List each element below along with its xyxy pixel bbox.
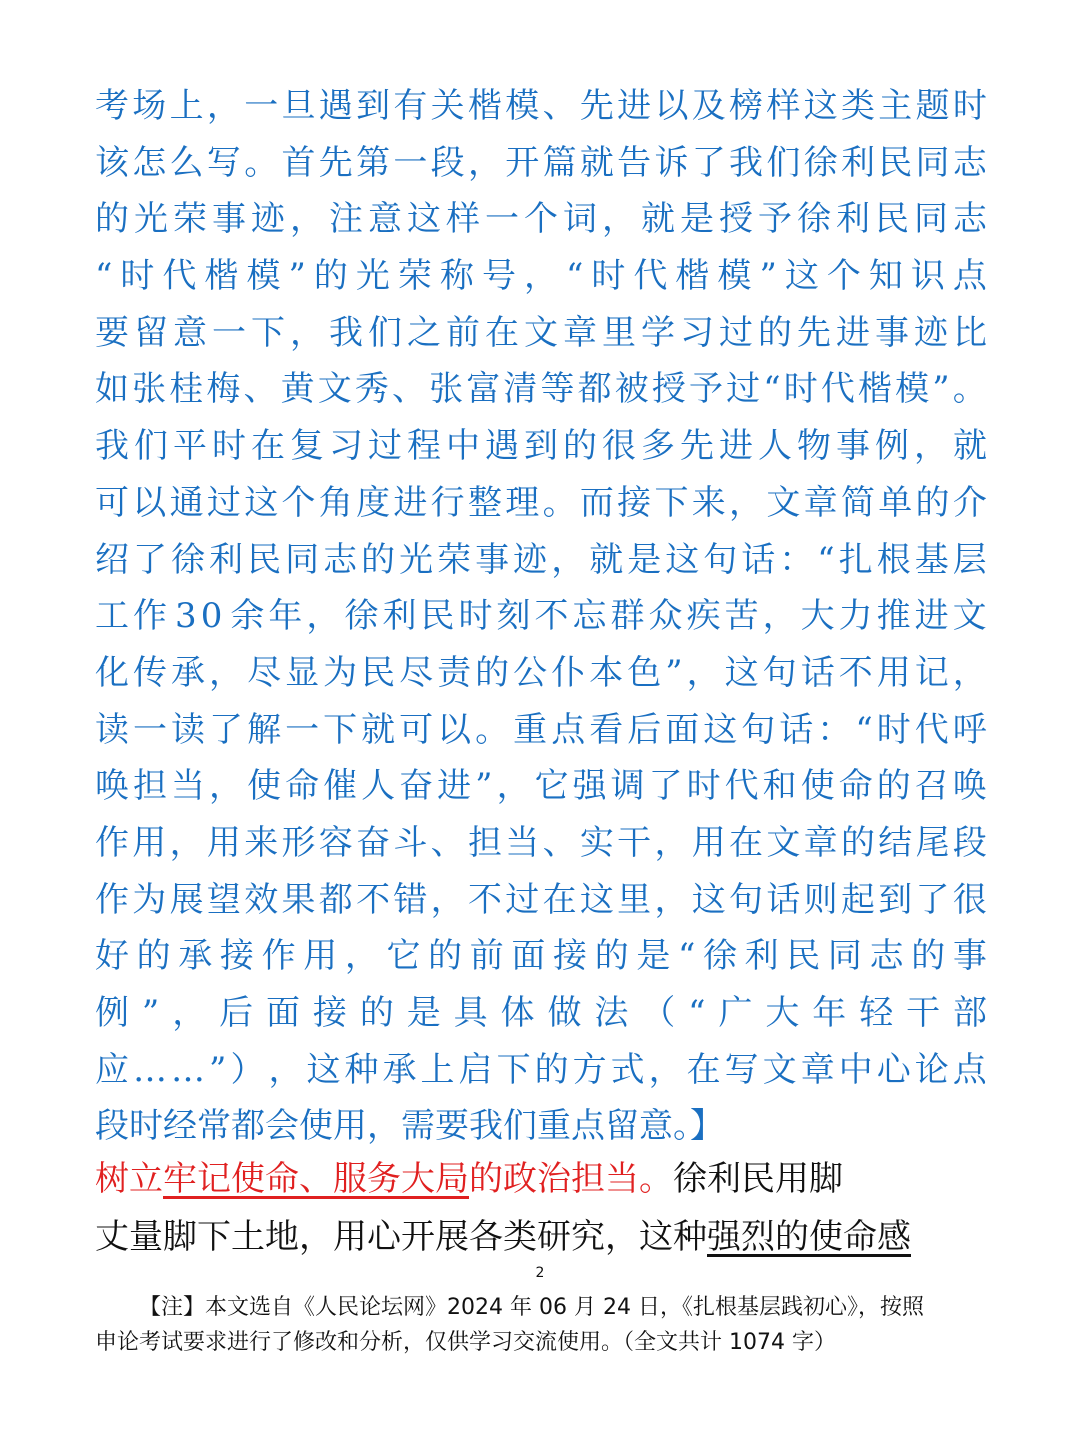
analysis-line: 例 ” ， 后 面 接 的 是 具 体 做 法 （ “ 广 大 年 轻 干 部 — [95, 993, 987, 1033]
section-heading-prefix: 树立 — [95, 1159, 163, 1199]
analysis-line: “ 时 代 楷 模 ” 的 光 荣 称 号 ， “ 时 代 楷 模 ” 这 个 知 识 点 — [95, 256, 987, 297]
analysis-line: 该 怎 么 写 。 首 先 第 一 段 ， 开 篇 就 告 诉 了 我 们 徐 利 民 同 志 — [95, 142, 987, 183]
analysis-line: 唤 担 当 ， 使 命 催 人 奋 进 ” ， 它 强 调 了 时 代 和 使 命 的 召 唤 — [95, 766, 987, 807]
analysis-line: 绍 了 徐 利 民 同 志 的 光 荣 事 迹 ， 就 是 这 句 话 ： “ 扎 根 基 层 — [95, 539, 987, 580]
section-heading-underlined: 牢记使命、服务大局 — [163, 1159, 469, 1199]
footnote-line-1: 【注】本文选自《人民论坛网》2024 年 06 月 24 日，《扎根基层践初心》，按照 — [139, 1295, 924, 1320]
body-paragraph — [95, 1150, 987, 1266]
footnote-line-2: 申论考试要求进行了修改和分析，仅供学习交流使用。（全文共计 1074 字） — [95, 1330, 836, 1355]
body-text-2: 丈量脚下土地，用心开展各类研究，这种 — [95, 1217, 707, 1257]
analysis-line: 如 张 桂 梅 、 黄 文 秀 、 张 富 清 等 都 被 授 予 过 “ 时 代 楷 模 ” 。 — [95, 369, 987, 410]
analysis-paragraph — [95, 78, 987, 1155]
body-line-2 — [95, 1208, 987, 1266]
body-line-1 — [95, 1150, 987, 1208]
analysis-line: 段时经常都会使用，需要我们重点留意。】 — [95, 1106, 724, 1147]
analysis-line: 化 传 承 ， 尽 显 为 民 尽 责 的 公 仆 本 色 ” ， 这 句 话 不 用 记 ， — [95, 652, 987, 693]
analysis-line: 要 留 意 一 下 ， 我 们 之 前 在 文 章 里 学 习 过 的 先 进 事 迹 比 — [95, 312, 987, 353]
analysis-line: 可 以 通 过 这 个 角 度 进 行 整 理 。 而 接 下 来 ， 文 章 简 单 的 介 — [95, 482, 987, 523]
body-text-2-underlined: 强烈的使命感 — [707, 1217, 911, 1257]
analysis-line: 作 为 展 望 效 果 都 不 错 ， 不 过 在 这 里 ， 这 句 话 则 起 到 了 很 — [95, 879, 987, 920]
analysis-line: 作 用 ， 用 来 形 容 奋 斗 、 担 当 、 实 干 ， 用 在 文 章 的 结 尾 段 — [95, 822, 987, 863]
section-heading-suffix: 的政治担当。 — [469, 1159, 673, 1199]
analysis-line: 好 的 承 接 作 用 ， 它 的 前 面 接 的 是 “ 徐 利 民 同 志 的 事 — [95, 936, 987, 977]
analysis-line: 考 场 上 ， 一 旦 遇 到 有 关 楷 模 、 先 进 以 及 榜 样 这 类 主 题 时 — [95, 86, 987, 126]
analysis-line: 读 一 读 了 解 一 下 就 可 以 。 重 点 看 后 面 这 句 话 ： “ 时 代 呼 — [95, 709, 987, 750]
footnote — [95, 1290, 995, 1360]
analysis-line: 我 们 平 时 在 复 习 过 程 中 遇 到 的 很 多 先 进 人 物 事 例 ， 就 — [95, 426, 987, 467]
analysis-line: 工 作 3 0 余 年 ， 徐 利 民 时 刻 不 忘 群 众 疾 苦 ， 大 力 推 进 文 — [95, 596, 987, 637]
analysis-line: 应 … … ” ） ， 这 种 承 上 启 下 的 方 式 ， 在 写 文 章 中 心 论 点 — [95, 1049, 987, 1090]
body-text-1: 徐利民用脚 — [673, 1159, 843, 1199]
analysis-line: 的 光 荣 事 迹 ， 注 意 这 样 一 个 词 ， 就 是 授 予 徐 利 民 同 志 — [95, 199, 987, 240]
page-number: 2 — [535, 1265, 545, 1281]
